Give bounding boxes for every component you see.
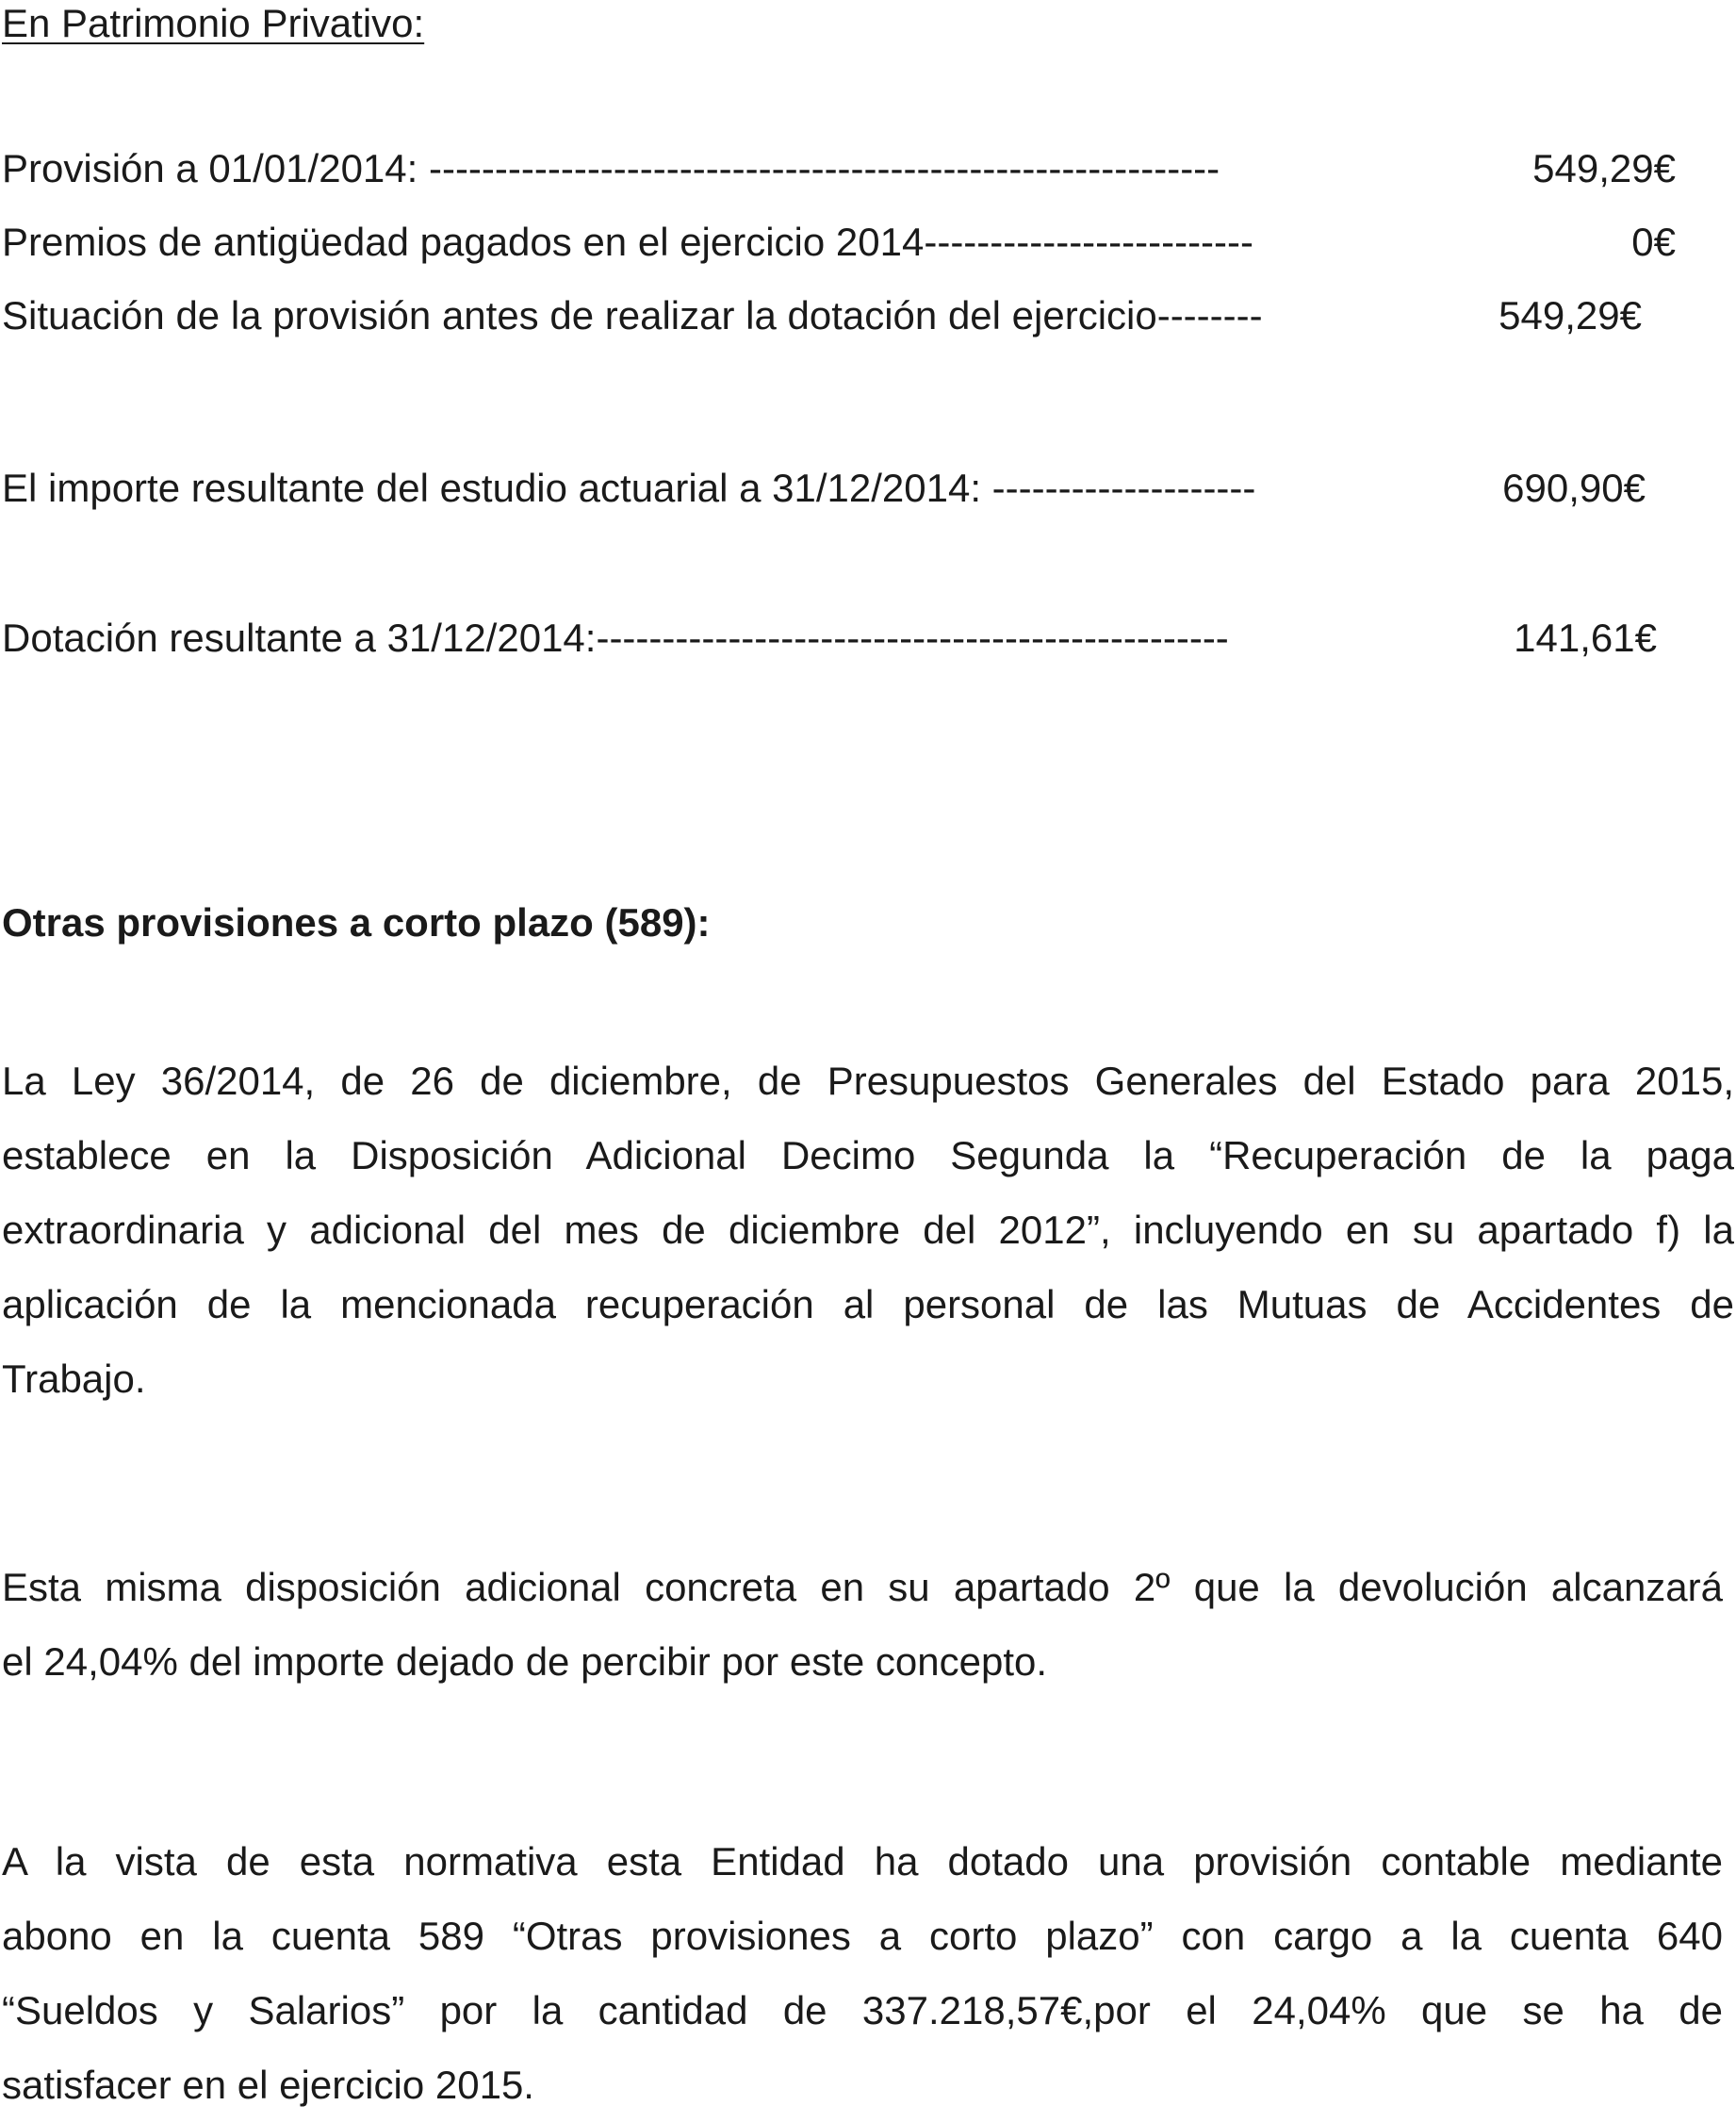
row-amount-estudio-actuarial: 690,90€: [1502, 466, 1646, 510]
paragraph-line: abono en la cuenta 589 “Otras provisiones a corto plazo” con cargo a la cuenta 640: [2, 1914, 1723, 1958]
row-label-dotacion-resultante: Dotación resultante a 31/12/2014:------------------------------------------------: [2, 616, 1229, 660]
section-heading-patrimonio: En Patrimonio Privativo:: [2, 1, 425, 45]
paragraph-entidad: [2, 1824, 1723, 2122]
paragraph-line: satisfacer en el ejercicio 2015.: [2, 2063, 534, 2107]
paragraph-line: A la vista de esta normativa esta Entidad ha dotado una provisión contable mediante: [2, 1839, 1723, 1883]
paragraph-line: “Sueldos y Salarios” por la cantidad de 337.218,57€,por el 24,04% que se ha de: [2, 1988, 1723, 2032]
paragraph-line: el 24,04% del importe dejado de percibir por este concepto.: [2, 1639, 1048, 1684]
paragraph-ley: [2, 1044, 1734, 1416]
row-amount-premios-pagados: 0€: [1631, 220, 1676, 264]
section-heading-otras-provisiones: Otras provisiones a corto plazo (589):: [2, 900, 711, 945]
row-label-situacion-provision: Situación de la provisión antes de realizar la dotación del ejercicio--------: [2, 293, 1263, 337]
paragraph-line: aplicación de la mencionada recuperación al personal de las Mutuas de Accidentes de: [2, 1282, 1734, 1326]
paragraph-line: establece en la Disposición Adicional Decimo Segunda la “Recuperación de la paga: [2, 1133, 1734, 1177]
row-label-premios-pagados: Premios de antigüedad pagados en el ejercicio 2014-------------------------: [2, 220, 1254, 264]
row-label-estudio-actuarial: El importe resultante del estudio actuarial a 31/12/2014: --------------------: [2, 466, 1256, 510]
row-amount-dotacion-resultante: 141,61€: [1514, 616, 1657, 660]
paragraph-line: Esta misma disposición adicional concreta en su apartado 2º que la devolución alcanzará: [2, 1565, 1723, 1609]
paragraph-line: La Ley 36/2014, de 26 de diciembre, de Presupuestos Generales del Estado para 2015,: [2, 1059, 1734, 1103]
paragraph-line: Trabajo.: [2, 1357, 146, 1401]
paragraph-disposicion: [2, 1550, 1723, 1699]
row-label-provision-inicial: Provisión a 01/01/2014: ------------------------------------------------------------: [2, 146, 1220, 190]
row-amount-provision-inicial: 549,29€: [1532, 146, 1676, 190]
row-amount-situacion-provision: 549,29€: [1499, 293, 1642, 337]
paragraph-line: extraordinaria y adicional del mes de diciembre del 2012”, incluyendo en su apartado f) la: [2, 1208, 1734, 1252]
